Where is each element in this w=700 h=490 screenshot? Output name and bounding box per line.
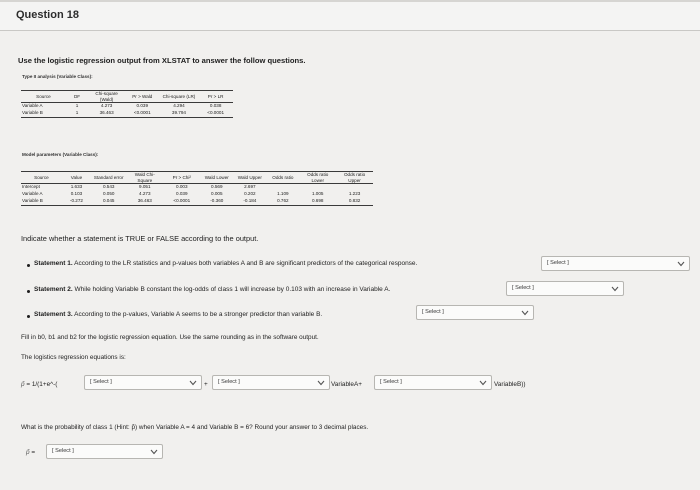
- cell: [266, 184, 299, 191]
- chevron-down-icon: [677, 261, 685, 267]
- cell: 0.569: [211, 184, 223, 190]
- cell: Variable B: [22, 110, 43, 116]
- chevron-down-icon: [150, 449, 158, 455]
- equation-intro: The logistics regression equations is:: [21, 354, 126, 361]
- cell: 0.103: [70, 191, 83, 197]
- cell: 4.273: [139, 191, 151, 197]
- table-row: [21, 191, 373, 198]
- cell: -0.184: [243, 198, 257, 204]
- cell: 0.005: [211, 191, 223, 197]
- col-pr-lr: Pr > LR: [207, 93, 224, 99]
- equation-prefix-text: = 1/(1+e^-(: [26, 381, 58, 388]
- cell: 1: [75, 103, 79, 109]
- plus-sign: +: [204, 381, 208, 388]
- probability-select[interactable]: [46, 444, 163, 459]
- col-pr-wald: Pr > Wald: [132, 93, 153, 99]
- statement-label: Statement 3.: [34, 311, 73, 318]
- type2-analysis-table: [21, 90, 233, 118]
- question-header: [0, 0, 700, 31]
- col-df: DF: [73, 93, 81, 99]
- select-value: [ Select ]: [52, 448, 74, 454]
- col-or-lower: Odds ratio Lower: [307, 172, 329, 183]
- cell: 0.003: [176, 184, 188, 190]
- cell: 0.039: [176, 191, 188, 197]
- statement-text: According to the p-values, Variable A seems to be a stronger predictor than variable B.: [74, 311, 323, 318]
- chevron-down-icon: [611, 286, 619, 292]
- statement-3: [34, 311, 322, 318]
- cell: 36.463: [99, 110, 114, 116]
- bullet-icon: [27, 315, 30, 318]
- b1-select[interactable]: [212, 375, 330, 390]
- cell: <0.0001: [133, 110, 151, 116]
- cell: -0.272: [69, 198, 83, 204]
- col-odds-ratio: Odds ratio: [272, 174, 294, 180]
- select-value: [ Select ]: [90, 379, 112, 385]
- cell: 0.050: [102, 191, 115, 197]
- variable-b-label: VariableB)): [494, 381, 526, 388]
- table-row: [21, 103, 233, 110]
- select-value: [ Select ]: [380, 379, 402, 385]
- table-header-row: [21, 172, 373, 184]
- cell: 0.045: [102, 198, 115, 204]
- cell: 0.039: [136, 103, 149, 109]
- answer-prefix: [26, 449, 35, 456]
- cell: [299, 184, 336, 191]
- cell: <0.0001: [207, 110, 225, 116]
- statement-text: According to the LR statistics and p-values both variables A and B are significant predictors of the categorical response.: [74, 260, 418, 267]
- col-chisq-wald: Chi-square (Wald): [95, 91, 118, 102]
- header-top-border: [0, 0, 700, 2]
- model-parameters-table: [21, 171, 373, 206]
- p-hat-symbol: p̂: [21, 381, 25, 388]
- statement-1: [34, 260, 417, 267]
- col-value: Value: [70, 174, 83, 180]
- variable-a-label: VariableA+: [331, 381, 362, 388]
- statement-2: [34, 286, 390, 293]
- select-value: [ Select ]: [547, 260, 569, 266]
- p-hat-symbol: p̂: [26, 449, 30, 456]
- cell: 9.051: [139, 184, 151, 190]
- col-source: Source: [36, 93, 51, 99]
- statement-label: Statement 1.: [34, 260, 73, 267]
- cell: Intercept: [22, 184, 40, 190]
- true-false-instruction: Indicate whether a statement is TRUE or FALSE according to the output.: [21, 234, 259, 243]
- cell: 1.005: [311, 191, 324, 197]
- col-pr-chisq: Pr > Chi²: [172, 174, 191, 180]
- statement-label: Statement 2.: [34, 286, 73, 293]
- equals-sign: =: [31, 449, 36, 456]
- bullet-icon: [27, 264, 30, 267]
- cell: 0.832: [348, 198, 361, 204]
- chevron-down-icon: [317, 380, 325, 386]
- table-row: [21, 198, 373, 205]
- chevron-down-icon: [479, 380, 487, 386]
- col-wald-lower: Wald Lower: [204, 174, 229, 180]
- col-wald-upper: Wald Upper: [237, 174, 262, 180]
- cell: 1.223: [348, 191, 361, 197]
- cell: 0.038: [209, 103, 222, 109]
- chevron-down-icon: [189, 380, 197, 386]
- question-title: Question 18: [16, 9, 79, 21]
- statement-1-select[interactable]: [541, 256, 690, 271]
- col-or-upper: Odds ratio Upper: [343, 172, 366, 183]
- table-row: [21, 184, 373, 191]
- col-chisq-lr: Chi-square (LR): [162, 93, 196, 99]
- select-value: [ Select ]: [422, 309, 444, 315]
- cell: Variable A: [22, 191, 43, 197]
- col-source: Source: [34, 174, 49, 180]
- equation-prefix: [21, 381, 57, 388]
- cell: [336, 184, 373, 191]
- cell: -0.360: [210, 198, 224, 204]
- cell: 0.698: [311, 198, 324, 204]
- col-wald-chisq: Wald Chi-Square: [134, 172, 155, 183]
- cell: Variable A: [22, 103, 43, 109]
- cell: 0.762: [277, 198, 289, 204]
- cell: <0.0001: [173, 198, 191, 204]
- cell: Variable B: [22, 198, 43, 204]
- cell: 2.697: [244, 184, 256, 190]
- b0-select[interactable]: [84, 375, 202, 390]
- cell: 36.463: [137, 198, 152, 204]
- statement-2-select[interactable]: [506, 281, 624, 296]
- cell: 39.794: [171, 110, 186, 116]
- fill-instruction: Fill in b0, b1 and b2 for the logistic regression equation. Use the same rounding as in the software output.: [21, 334, 319, 341]
- bullet-icon: [27, 290, 30, 293]
- statement-text: While holding Variable B constant the log-odds of class 1 will increase by 0.103 with an increase in Variable A.: [74, 286, 391, 293]
- select-value: [ Select ]: [218, 379, 240, 385]
- model-parameters-caption: Model parameters (Variable Class):: [22, 152, 99, 157]
- cell: 0.202: [244, 191, 256, 197]
- type2-analysis-caption: Type II analysis (Variable Class):: [22, 74, 93, 79]
- cell: 4.294: [173, 103, 185, 109]
- cell: 4.273: [100, 103, 113, 109]
- chevron-down-icon: [521, 310, 529, 316]
- table-row: [21, 110, 233, 117]
- select-value: [ Select ]: [512, 285, 534, 291]
- question-intro: Use the logistic regression output from XLSTAT to answer the follow questions.: [18, 56, 306, 65]
- col-std-error: Standard error: [93, 174, 124, 180]
- b2-select[interactable]: [374, 375, 492, 390]
- cell: 1.633: [70, 184, 83, 190]
- cell: 1.109: [277, 191, 289, 197]
- cell: 0.543: [102, 184, 115, 190]
- table-header-row: [21, 91, 233, 103]
- probability-question: What is the probability of class 1 (Hint: p̂) when Variable A = 4 and Variable B = 6? Round your answer to 3 decimal places.: [21, 424, 369, 431]
- statement-3-select[interactable]: [416, 305, 534, 320]
- cell: 1: [75, 110, 79, 116]
